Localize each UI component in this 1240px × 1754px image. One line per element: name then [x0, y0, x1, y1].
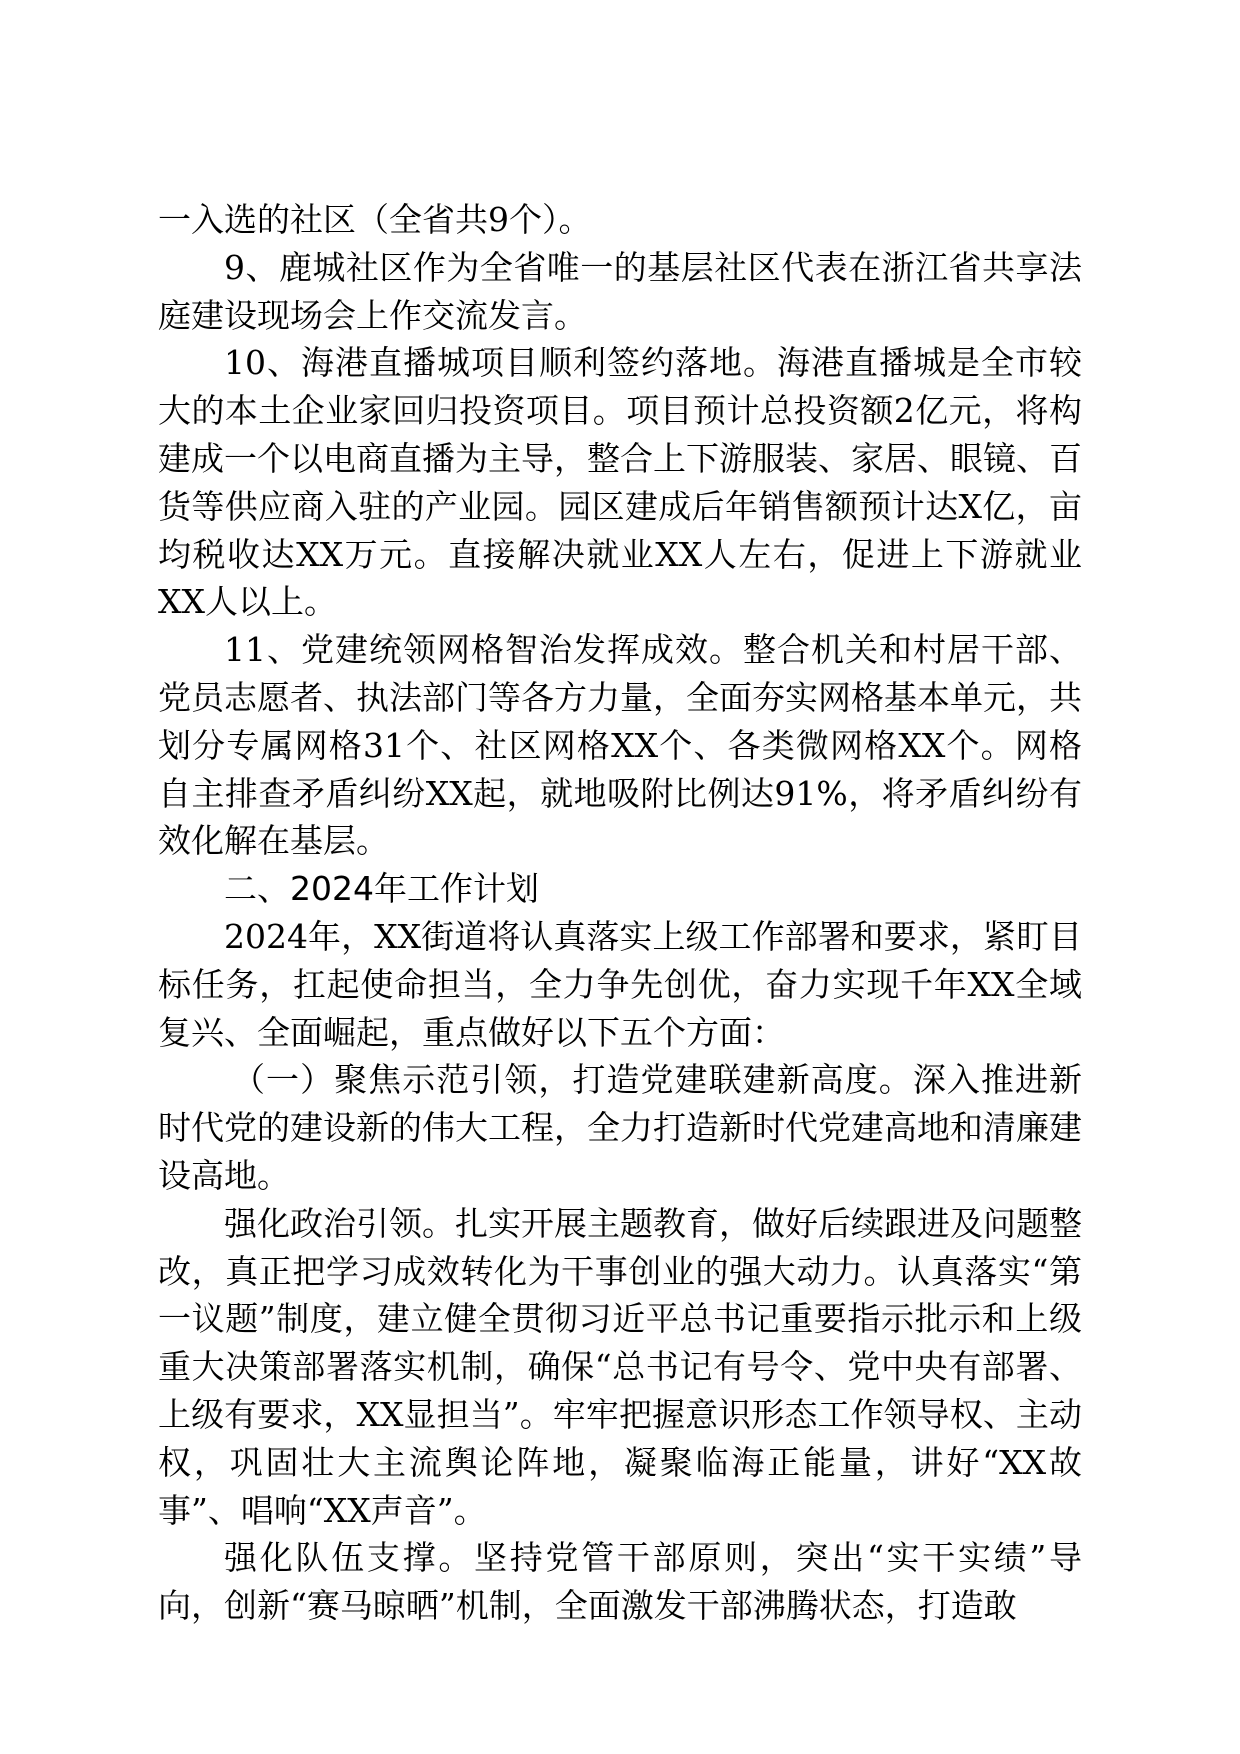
paragraph-team-support: 强化队伍支撑。坚持党管干部原则，突出“实干实绩”导向，创新“赛马晾晒”机制，全面激发干部沸腾状态，打造敢 [158, 1538, 1082, 1626]
paragraph-political-guidance: 强化政治引领。扎实开展主题教育，做好后续跟进及问题整改，真正把学习成效转化为干事创业的强大动力。认真落实“第一议题”制度，建立健全贯彻习近平总书记重要指示批示和上级重大决策部署落实机制，确保“总书记有号令、党中央有部署、上级有要求，XX显担当”。牢牢把握意识形态工作领导权、主动权，巩固壮大主流舆论阵地，凝聚临海正能量，讲好“XX故事”、唱响“XX声音”。 [158, 1203, 1082, 1530]
paragraph-item-9: 9、鹿城社区作为全省唯一的基层社区代表在浙江省共享法庭建设现场会上作交流发言。 [158, 247, 1082, 335]
section-heading-work-plan: 二、2024年工作计划 [224, 869, 539, 909]
paragraph-subsection-1: （一）聚焦示范引领，打造党建联建新高度。深入推进新时代党的建设新的伟大工程，全力打造新时代党建高地和清廉建设高地。 [158, 1060, 1082, 1195]
paragraph-plan-intro: 2024年，XX街道将认真落实上级工作部署和要求，紧盯目标任务，扛起使命担当，全力争先创优，奋力实现千年XX全域复兴、全面崛起，重点做好以下五个方面： [158, 916, 1082, 1052]
paragraph-continuation: 一入选的社区（全省共9个）。 [158, 200, 592, 239]
document-body [158, 196, 1082, 1630]
paragraph-item-11: 11、党建统领网格智治发挥成效。整合机关和村居干部、党员志愿者、执法部门等各方力量，全面夯实网格基本单元，共划分专属网格31个、社区网格XX个、各类微网格XX个。网格自主排查矛盾纠纷XX起，就地吸附比例达91%，将矛盾纠纷有效化解在基层。 [158, 630, 1082, 861]
paragraph-item-10: 10、海港直播城项目顺利签约落地。海港直播城是全市较大的本土企业家回归投资项目。项目预计总投资额2亿元，将构建成一个以电商直播为主导，整合上下游服装、家居、眼镜、百货等供应商入驻的产业园。园区建成后年销售额预计达X亿，亩均税收达XX万元。直接解决就业XX人左右，促进上下游就业XX人以上。 [158, 343, 1082, 622]
